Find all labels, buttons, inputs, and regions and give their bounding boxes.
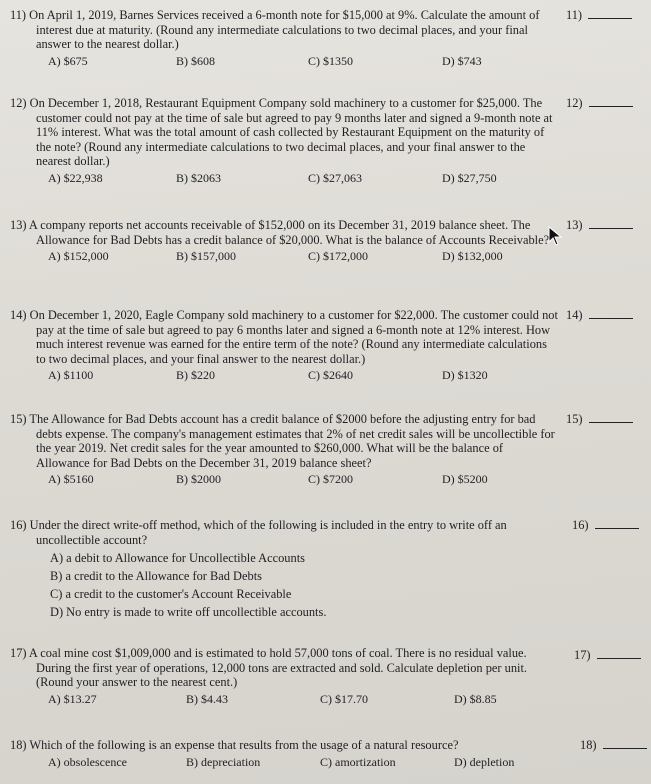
option-d[interactable]: D) $743	[442, 53, 482, 68]
answer-blank-15[interactable]	[566, 412, 633, 427]
answer-blank-16[interactable]	[572, 518, 639, 533]
answer-blank-17[interactable]	[574, 648, 641, 663]
question-18	[10, 738, 558, 771]
answer-number: 13)	[566, 218, 583, 232]
question-text: 13) A company reports net accounts receivable of $152,000 on its December 31, 2019 balance sheet. The Allowance for Bad Debts has a credit balance of $20,000. What is the balance of Accounts Receivable?	[10, 218, 550, 247]
answer-options	[10, 368, 558, 384]
option-c[interactable]: C) $17.70	[320, 691, 368, 706]
question-text: 17) A coal mine cost $1,009,000 and is estimated to hold 57,000 tons of coal. There is no residual value. During the first year of operations, 12,000 tons are extracted and sold. Calculate depletion per unit. (Round your answer to the nearest cent.)	[10, 646, 528, 690]
answer-line[interactable]	[589, 308, 633, 319]
option-a[interactable]: A) $1100	[48, 368, 94, 383]
option-a[interactable]: A) obsolescence	[48, 754, 127, 769]
question-17	[10, 646, 558, 708]
question-15	[10, 412, 558, 488]
answer-line[interactable]	[589, 218, 633, 229]
option-c[interactable]: C) $2640	[308, 368, 353, 383]
option-d[interactable]: D) $132,000	[442, 249, 503, 264]
answer-blank-13[interactable]	[566, 218, 633, 233]
option-b[interactable]: B) $608	[176, 53, 215, 68]
option-b[interactable]: B) a credit to the Allowance for Bad Debts	[50, 569, 262, 584]
option-c[interactable]: C) $27,063	[308, 170, 362, 185]
answer-blank-18[interactable]	[580, 738, 647, 753]
answer-options	[10, 472, 558, 488]
answer-number: 14)	[566, 308, 583, 322]
answer-number: 16)	[572, 518, 589, 532]
answer-number: 17)	[574, 648, 591, 662]
answer-number: 12)	[566, 96, 583, 110]
option-d[interactable]: D) No entry is made to write off uncollectible accounts.	[50, 605, 327, 620]
option-d[interactable]: D) $27,750	[442, 170, 497, 185]
option-b[interactable]: B) $220	[176, 368, 215, 383]
question-14	[10, 308, 558, 384]
option-a[interactable]: A) $152,000	[48, 249, 109, 264]
option-b[interactable]: B) depreciation	[186, 754, 261, 769]
answer-options	[10, 54, 558, 70]
option-a[interactable]: A) $22,938	[48, 170, 103, 185]
option-c[interactable]: C) amortization	[320, 754, 396, 769]
option-d[interactable]: D) $8.85	[454, 691, 497, 706]
question-11	[10, 8, 558, 70]
question-text: 12) On December 1, 2018, Restaurant Equipment Company sold machinery to a customer for $25,000. The customer could not pay at the time of sale but agreed to pay 9 months later and signed a 9-month note at 11% interest. What was the total amount of cash collected by Restaurant Equipment on the maturity of the note? (Round any intermediate calculations to two decimal places, and your final answer to the nearest dollar.)	[10, 96, 553, 169]
answer-options	[10, 549, 558, 621]
answer-line[interactable]	[603, 738, 647, 749]
question-text: 11) On April 1, 2019, Barnes Services received a 6-month note for $15,000 at 9%. Calculate the amount of interest due at maturity. (Round any intermediate calculations to two decimal places, and your final answer to the nearest dollar.)	[10, 8, 540, 52]
mouse-cursor-icon	[548, 226, 562, 246]
option-d[interactable]: D) $1320	[442, 368, 488, 383]
answer-number: 11)	[566, 8, 583, 22]
option-a[interactable]: A) $13.27	[48, 691, 97, 706]
answer-blank-11[interactable]	[566, 8, 632, 23]
answer-line[interactable]	[589, 412, 633, 423]
answer-blank-12[interactable]	[566, 96, 633, 111]
question-12	[10, 96, 558, 187]
answer-number: 18)	[580, 738, 597, 752]
question-text: 16) Under the direct write-off method, which of the following is included in the entry to write off an uncollectible account?	[10, 518, 507, 547]
option-d[interactable]: D) depletion	[454, 754, 515, 769]
option-c[interactable]: C) $7200	[308, 472, 353, 487]
answer-number: 15)	[566, 412, 583, 426]
answer-options	[10, 755, 558, 771]
option-c[interactable]: C) a credit to the customer's Account Receivable	[50, 587, 292, 602]
option-b[interactable]: B) $157,000	[176, 249, 236, 264]
option-b[interactable]: B) $4.43	[186, 691, 228, 706]
answer-options	[10, 249, 558, 265]
question-16	[10, 518, 558, 621]
question-text: 14) On December 1, 2020, Eagle Company sold machinery to a customer for $22,000. The customer could not pay at the time of sale but agreed to pay 6 months later and signed a 6-month note at 12% interest. How much interest revenue was earned for the entire term of the note? (Round any intermediate calculations to two decimal places, and your final answer to the nearest dollar.)	[10, 308, 558, 366]
option-a[interactable]: A) $5160	[48, 472, 94, 487]
answer-options	[10, 692, 558, 708]
option-a[interactable]: A) $675	[48, 53, 88, 68]
option-d[interactable]: D) $5200	[442, 472, 488, 487]
answer-line[interactable]	[597, 648, 641, 659]
question-text: 18) Which of the following is an expense that results from the usage of a natural resource?	[10, 738, 459, 752]
option-c[interactable]: C) $172,000	[308, 249, 368, 264]
answer-line[interactable]	[589, 96, 633, 107]
answer-options	[10, 171, 558, 187]
option-b[interactable]: B) $2063	[176, 170, 221, 185]
option-c[interactable]: C) $1350	[308, 53, 353, 68]
answer-blank-14[interactable]	[566, 308, 633, 323]
answer-line[interactable]	[595, 518, 639, 529]
answer-line[interactable]	[588, 8, 632, 19]
option-b[interactable]: B) $2000	[176, 472, 221, 487]
question-text: 15) The Allowance for Bad Debts account has a credit balance of $2000 before the adjusting entry for bad debts expense. The company's management estimates that 2% of net credit sales will be uncollectible for the year 2019. Net credit sales for the year amounted to $260,000. What will be the balance of Allowance for Bad Debts on the December 31, 2019 balance sheet?	[10, 412, 555, 470]
question-13	[10, 218, 558, 265]
option-a[interactable]: A) a debit to Allowance for Uncollectible Accounts	[50, 551, 305, 566]
